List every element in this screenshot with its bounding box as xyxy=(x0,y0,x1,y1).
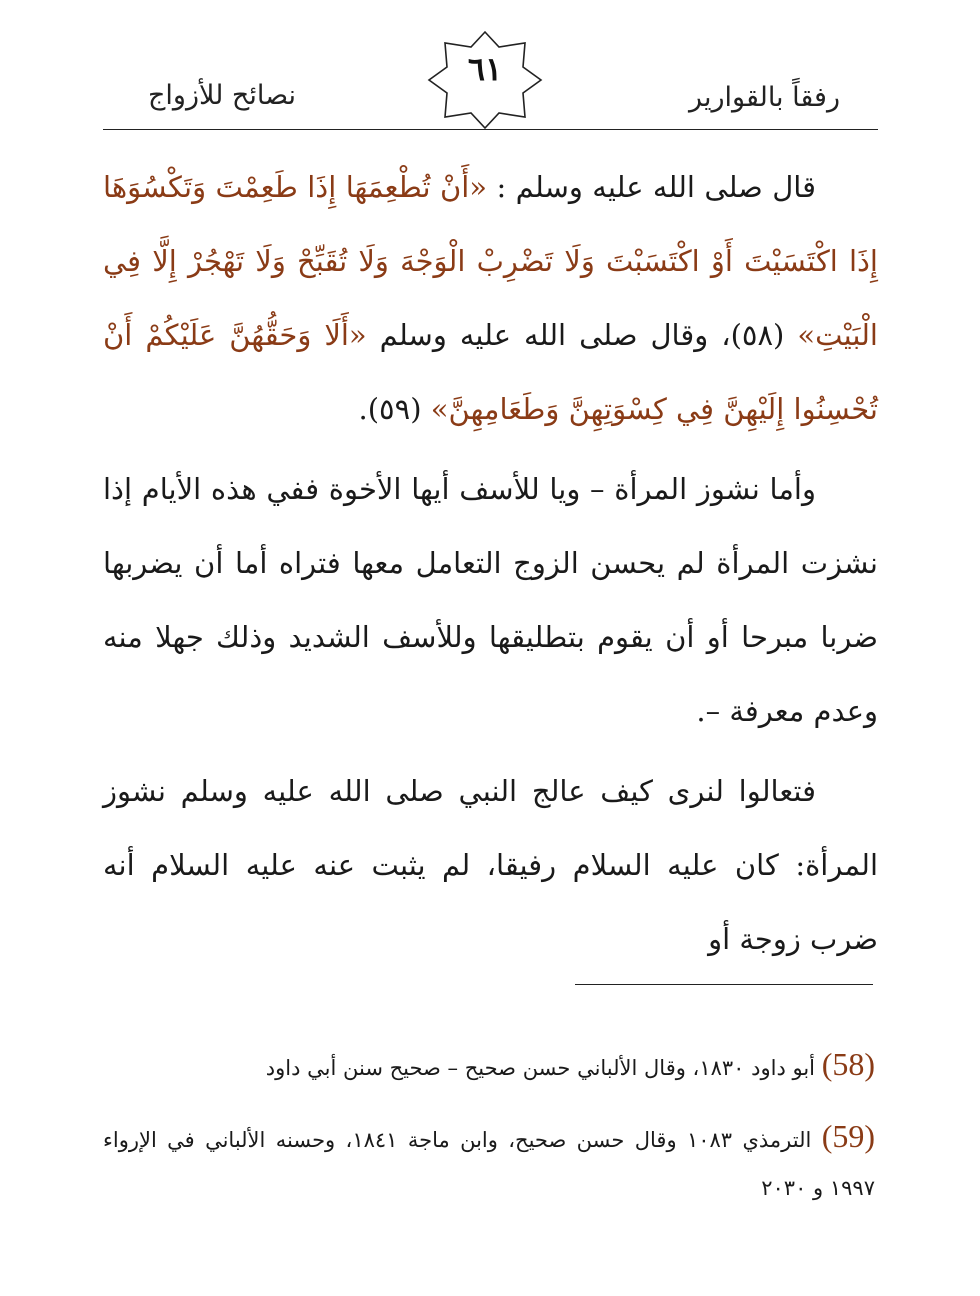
footnote-59 xyxy=(103,1112,875,1212)
page-header xyxy=(103,40,878,132)
hadith-reference-1: (٥٨)، وقال صلى الله عليه وسلم xyxy=(366,318,798,352)
hadith-intro: قال صلى الله عليه وسلم : xyxy=(487,170,816,204)
paragraph-text: فتعالوا لنرى كيف عالج النبي صلى الله عليه وسلم نشوز المرأة: كان عليه السلام رفيقا، لم يثبت عنه عليه السلام أنه ضرب زوجة أو xyxy=(103,774,878,956)
hadith-quote-2: «أَلَا وَحَقُّهُنَّ عَلَيْكُمْ أَنْ تُحْسِنُوا إِلَيْهِنَّ فِي كِسْوَتِهِنَّ وَطَعَامِهِنَّ» xyxy=(103,318,878,426)
footnote-text: أبو داود ١٨٣٠، وقال الألباني حسن صحيح – صحيح سنن أبي داود xyxy=(265,1056,822,1080)
paragraph-nushuz xyxy=(103,452,878,748)
page-body xyxy=(103,150,878,976)
paragraph-prophet-treatment xyxy=(103,754,878,976)
paragraph-hadith xyxy=(103,150,878,446)
hadith-quote-1: «أَنْ تُطْعِمَهَا إِذَا طَعِمْتَ وَتَكْسُوَهَا إِذَا اكْتَسَيْتَ أَوْ اكْتَسَبْتَ وَلَا تَضْرِبْ الْوَجْهَ وَلَا تُقَبِّحْ وَلَا تَهْجُرْ إِلَّا فِي الْبَيْتِ» xyxy=(103,170,878,352)
footnotes xyxy=(103,1040,875,1212)
footnote-58 xyxy=(103,1040,875,1092)
footnote-number: (58) xyxy=(821,1046,875,1082)
header-book-title: رفقاً بالقوارير xyxy=(689,82,840,113)
footnote-text: الترمذي ١٠٨٣ وقال حسن صحيح، وابن ماجة ١٨٤١، وحسنه الألباني في الإرواء ١٩٩٧ و ٢٠٣٠ xyxy=(103,1128,875,1200)
hadith-reference-2: (٥٩). xyxy=(358,392,431,426)
paragraph-text: وأما نشوز المرأة – ويا للأسف أيها الأخوة ففي هذه الأيام إذا نشزت المرأة لم يحسن الزوج التعامل معها فتراه أما أن يضربها ضربا مبرحا أو أن يقوم بتطليقها وللأسف الشديد وذلك جهلا منه وعدم معرفة –. xyxy=(103,472,878,728)
header-divider xyxy=(103,129,878,130)
footnote-number: (59) xyxy=(821,1118,876,1154)
header-chapter-title: نصائح للأزواج xyxy=(148,80,297,111)
page-number: ٦١ xyxy=(467,50,503,88)
footnote-divider xyxy=(575,984,873,985)
page-number-badge xyxy=(427,30,543,130)
